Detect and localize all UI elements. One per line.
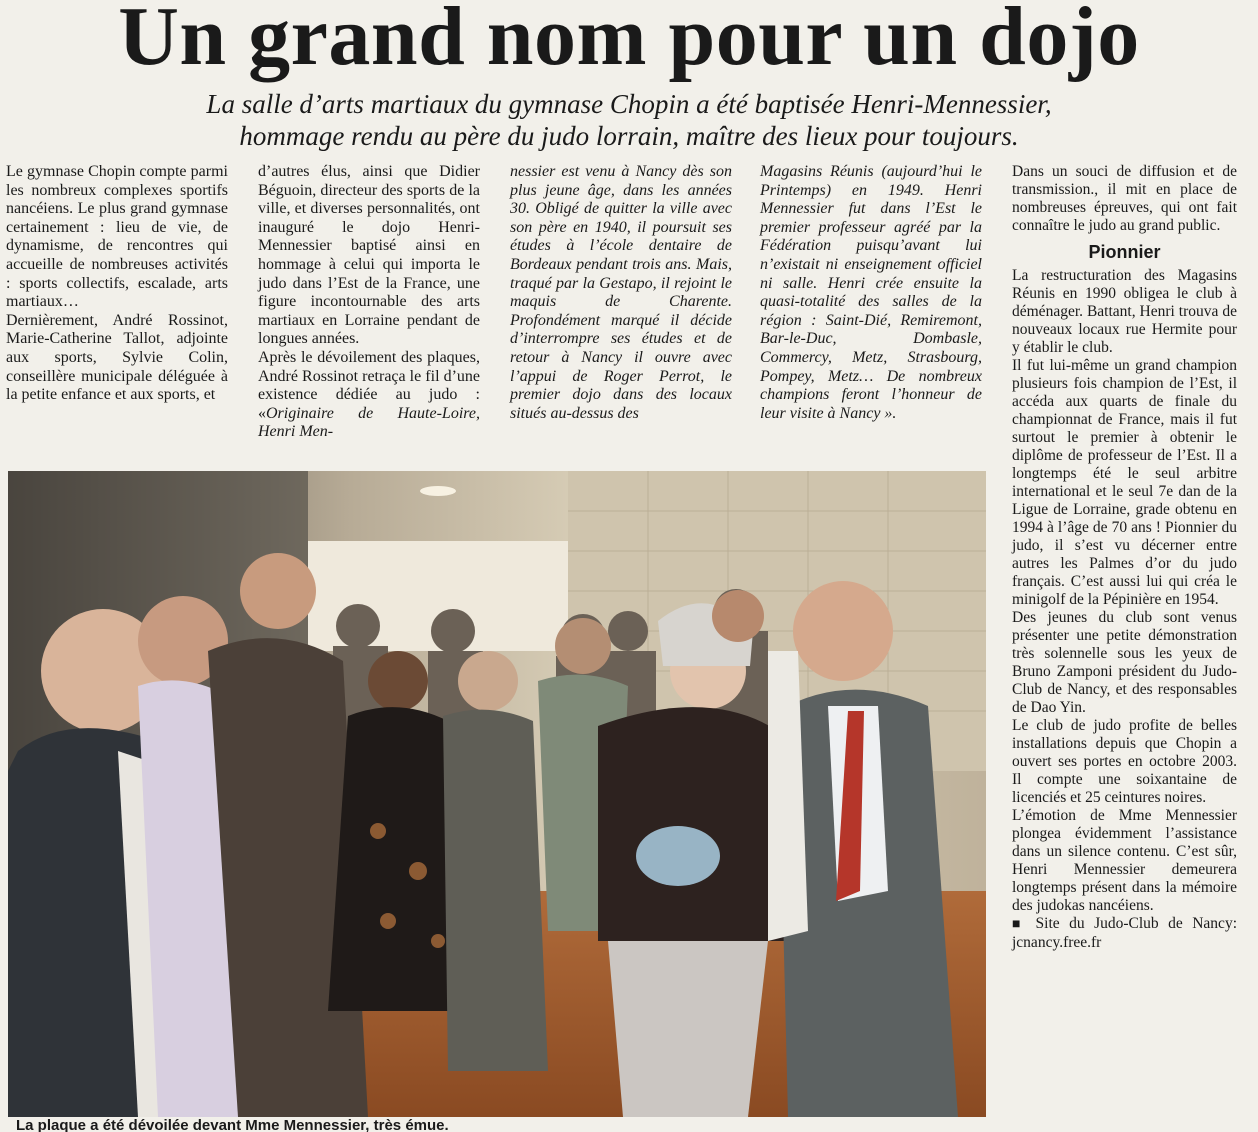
column-2-quote: Originaire de Haute-Loire, Henri Men-: [258, 404, 480, 441]
column-5: [1012, 163, 1237, 952]
deck-line-1: La salle d’arts martiaux du gymnase Chopin a été baptisée Henri-Mennessier,: [206, 89, 1052, 119]
photo: [8, 471, 986, 1117]
column-5-paragraph-1: Dans un souci de diffusion et de transmission., il mit en place de nombreuses épreuves, qui ont fait connaître le judo au grand public.: [1012, 163, 1237, 234]
subhead-pionnier: Pionnier: [1088, 242, 1161, 262]
column-2-paragraph-2-text: Après le dévoilement des plaques, André Rossinot retraça le fil d’une existence dédiée au judo : «: [258, 348, 480, 422]
column-5-paragraph-6: L’émotion de Mme Mennessier plongea évidemment l’assistance dans un silence contenu. C’est sûr, Henri Mennessier demeurera longtemps présent dans la mémoire des judokas nancéiens.: [1012, 807, 1237, 914]
column-2-paragraph-1: d’autres élus, ainsi que Didier Béguoin, directeur des sports de la ville, et diverses personnalités, ont inauguré le dojo Henri-Mennessier baptisé ainsi en hommage à celui qui importa le judo dans l’Est de la France, une figure incontournable des arts martiaux en Lorraine pendant de longues années.: [258, 163, 480, 348]
headline: Un grand nom pour un dojo: [118, 0, 1140, 83]
column-1: [6, 163, 228, 405]
bullet-square-icon: ■: [1012, 917, 1027, 932]
column-5-site-note: [1012, 915, 1237, 952]
column-3-paragraph: nessier est venu à Nancy dès son plus jeune âge, dans les années 30. Obligé de quitter la ville avec son père en 1940, il poursuit ses études à l’école dentaire de Bordeaux pendant trois ans. Mais, traqué par la Gestapo, il rejoint le maquis de Charente. Profondément marqué il décide d’interrompre ses études et de retour à Nancy il ouvre avec l’appui de Roger Perrot, le premier dojo dans des locaux situés au-dessus des: [510, 163, 732, 422]
column-2: [258, 163, 480, 442]
column-5-paragraph-4: Des jeunes du club sont venus présenter une petite démonstration très solennelle sous les yeux de Bruno Zamponi président du Judo-Club de Nancy, et des responsables de Dao Yin.: [1012, 609, 1237, 716]
photo-caption: La plaque a été dévoilée devant Mme Mennessier, très émue.: [16, 1117, 449, 1132]
deck: [0, 88, 1258, 152]
column-5-paragraph-3: Il fut lui-même un grand champion plusieurs fois champion de l’Est, il accéda aux quarts de finale du championnat de France, mais il fut surtout le premier à obtenir le diplôme de professeur de l’Est. Il a longtemps été le seul arbitre international et le seul 7e dan de la Ligue de Lorraine, grade obtenu en 1994 à l’âge de 70 ans ! Pionnier du judo, il s’est vu décerner entre autres les Palmes d’or du judo français. C’est aussi lui qui créa le minigolf de la Pépinière en 1954.: [1012, 357, 1237, 608]
column-4-paragraph: Magasins Réunis (aujourd’hui le Printemps) en 1949. Henri Mennessier fut dans l’Est le premier professeur agréé par la Fédération puisqu’avant lui n’existait ni enseignement officiel ni salle. Henri crée ensuite la quasi-totalité des salles de la région : Saint-Dié, Remiremont, Bar-le-Duc, Dombasle, Commercy, Metz, Strasbourg, Pompey, Metz… De nombreux champions feront l’honneur de leur visite à Nancy ».: [760, 163, 982, 422]
column-2-paragraph-2: [258, 349, 480, 442]
deck-line-2: hommage rendu au père du judo lorrain, maître des lieux pour toujours.: [239, 121, 1019, 151]
column-3: [510, 163, 732, 423]
column-1-paragraph-1: Le gymnase Chopin compte parmi les nombreux complexes sportifs nancéiens. Le plus grand gymnase certainement : lieu de vie, de dynamisme, de rencontres qui accueille de nombreuses activités : sports collectifs, escalade, arts martiaux…: [6, 163, 228, 311]
site-link-text: Site du Judo-Club de Nancy: jcnancy.free.fr: [1012, 915, 1237, 951]
column-5-paragraph-5: Le club de judo profite de belles installations depuis que Chopin a ouvert ses portes en octobre 2003. Il compte une soixantaine de licenciés et 25 ceintures noires.: [1012, 717, 1237, 806]
photo-illustration: [8, 471, 986, 1117]
column-1-paragraph-2: Dernièrement, André Rossinot, Marie-Catherine Tallot, adjointe aux sports, Sylvie Colin, conseillère municipale déléguée à la petite enfance et aux sports, et: [6, 311, 228, 404]
column-5-paragraph-2: La restructuration des Magasins Réunis en 1990 obligea le club à déménager. Battant, Henri trouva de nouveaux locaux rue Hermite pour y établir le club.: [1012, 267, 1237, 356]
column-4: [760, 163, 982, 423]
